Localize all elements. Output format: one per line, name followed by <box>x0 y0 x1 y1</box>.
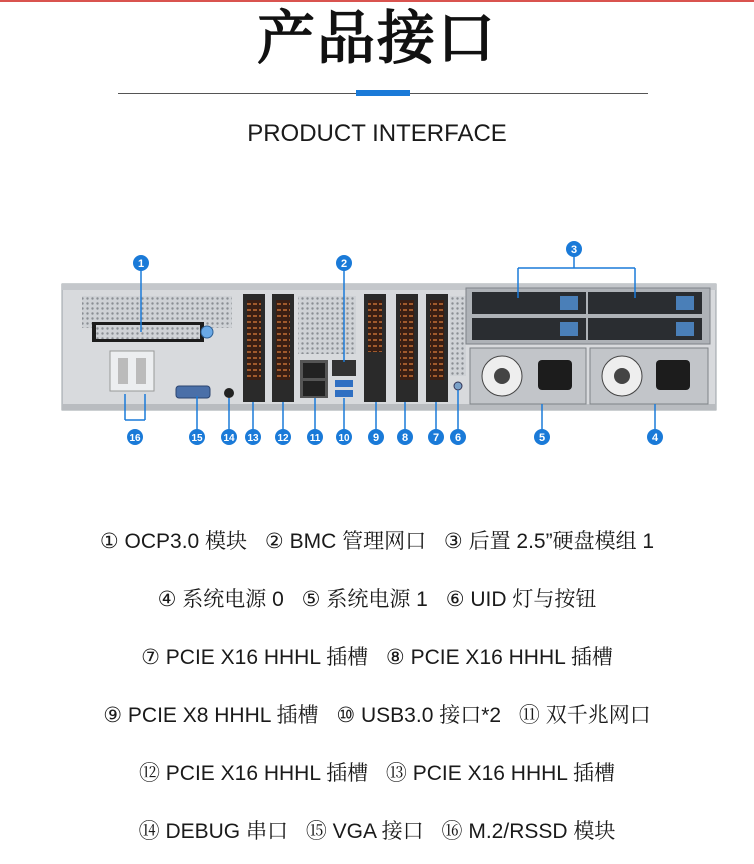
marker-1 <box>133 255 149 271</box>
caption-psu1: ⑤ 系统电源 1 <box>301 588 428 611</box>
caption-ocp: ① OCP3.0 模块 <box>99 530 248 553</box>
marker-5 <box>534 429 550 445</box>
caption-row-2 <box>0 585 754 615</box>
title-divider-accent <box>356 90 410 96</box>
caption-pcie-9: ⑨ PCIE X8 HHHL 插槽 <box>103 704 319 727</box>
caption-pcie-12: ⑫ PCIE X16 HHHL 插槽 <box>138 762 369 785</box>
marker-12 <box>275 429 291 445</box>
marker-16 <box>127 429 143 445</box>
svg-text:1: 1 <box>137 258 145 270</box>
caption-row-4 <box>0 701 754 731</box>
caption-row-6 <box>0 817 754 847</box>
usb-port-a <box>335 380 353 387</box>
svg-text:15: 15 <box>191 433 203 444</box>
caption-row-5 <box>0 759 754 789</box>
svg-text:2: 2 <box>340 258 348 270</box>
marker-10 <box>336 429 352 445</box>
page-subtitle: PRODUCT INTERFACE <box>247 120 507 147</box>
marker-9 <box>368 429 384 445</box>
marker-15 <box>189 429 205 445</box>
bmc-port <box>332 360 356 376</box>
caption-pcie-13: ⑬ PCIE X16 HHHL 插槽 <box>385 762 616 785</box>
caption-pcie-7: ⑦ PCIE X16 HHHL 插槽 <box>141 646 369 669</box>
svg-text:6: 6 <box>454 432 462 444</box>
caption-bmc: ② BMC 管理网口 <box>264 530 427 553</box>
caption-dual-gig: ⑪ 双千兆网口 <box>518 704 651 727</box>
m2-rssd-module <box>110 351 154 391</box>
marker-8 <box>397 429 413 445</box>
caption-psu0: ④ 系统电源 0 <box>157 588 284 611</box>
svg-text:9: 9 <box>372 432 380 444</box>
svg-text:8: 8 <box>401 432 409 444</box>
server-rear-panel-figure <box>0 236 754 456</box>
svg-text:4: 4 <box>651 432 659 444</box>
marker-4 <box>647 429 663 445</box>
marker-2 <box>336 255 352 271</box>
marker-11 <box>307 429 323 445</box>
caption-row-3 <box>0 643 754 673</box>
usb-port-b <box>335 390 353 397</box>
svg-text:11: 11 <box>309 433 321 444</box>
svg-text:13: 13 <box>247 433 259 444</box>
svg-text:16: 16 <box>129 433 141 444</box>
svg-text:10: 10 <box>338 433 350 444</box>
caption-usb: ⑩ USB3.0 接口*2 <box>336 704 502 727</box>
marker-6 <box>450 429 466 445</box>
caption-vga: ⑮ VGA 接口 <box>305 820 424 843</box>
svg-text:3: 3 <box>570 244 578 256</box>
caption-pcie-8: ⑧ PCIE X16 HHHL 插槽 <box>385 646 613 669</box>
caption-m2: ⑯ M.2/RSSD 模块 <box>441 820 616 843</box>
vga-port <box>176 386 210 398</box>
marker-3 <box>566 241 582 257</box>
svg-text:12: 12 <box>277 433 289 444</box>
caption-row-1 <box>0 527 754 557</box>
caption-debug: ⑭ DEBUG 串口 <box>138 820 288 843</box>
page-title: 产品接口 <box>256 4 497 72</box>
server-rear-panel-illustration <box>0 236 754 456</box>
marker-14 <box>221 429 237 445</box>
uid-button <box>454 382 462 390</box>
svg-text:14: 14 <box>223 433 235 444</box>
caption-rear-drives: ③ 后置 2.5”硬盘模组 1 <box>443 530 655 553</box>
marker-7 <box>428 429 444 445</box>
svg-text:5: 5 <box>538 432 546 444</box>
svg-text:7: 7 <box>432 432 440 444</box>
marker-13 <box>245 429 261 445</box>
debug-port <box>224 388 234 398</box>
caption-uid: ⑥ UID 灯与按钮 <box>445 588 597 611</box>
